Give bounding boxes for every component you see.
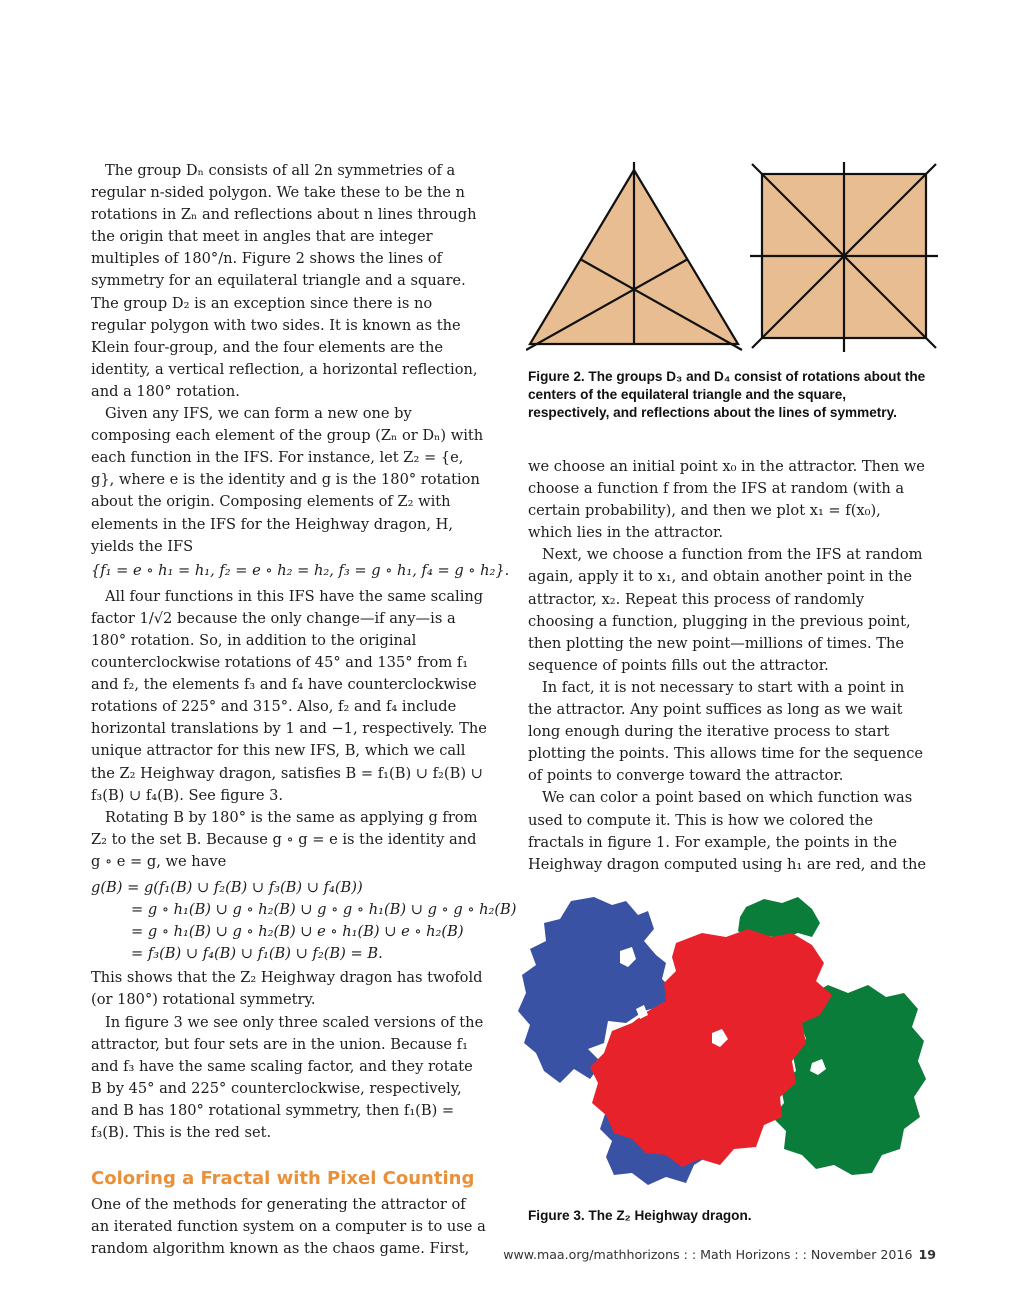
paragraph: The group Dₙ consists of all 2n symmetries of a regular n-sided polygon. We take these to be the n rotations in Zₙ and reflections about n lines through the origin that meet in angles that are integer multiples of 180°/n. Figure 2 shows the lines of symmetry for an equilateral triangle and a square. The group D₂ is an exception since there is no regular polygon with two sides. It is known as the Klein four-group, and the four elements are the identity, a vertical reflection, a horizontal reflection, and a 180° rotation. (91, 162, 478, 400)
paragraph: All four functions in this IFS have the same scaling factor 1/√2 because the only change—if any—is a 180° rotation. So, in addition to the original counterclockwise rotations of 45° and 135° from f₁ and f₂, the elements f₃ and f₄ have counterclockwise rotations of 225° and 315°. Also, f₂ and f₄ include horizontal translations by 1 and −1, respectively. The unique attractor for this new IFS, B, which we call the Z₂ Heighway dragon, satisfies B = f₁(B) ∪ f₂(B) ∪ f₃(B) ∪ f₄(B). See figure 3. (91, 587, 487, 804)
figure-2-caption: Figure 2. The groups D₃ and D₄ consist of rotations about the centers of the equilateral triangle and the square, respectively, and reflections about the lines of symmetry. (528, 369, 926, 420)
paragraph: This shows that the Z₂ Heighway dragon has twofold (or 180°) rotational symmetry. (91, 969, 483, 1009)
figure-2-symmetry-diagram (526, 162, 941, 372)
left-column (91, 160, 517, 1260)
paragraph: Next, we choose a function from the IFS at random again, apply it to x₁, and obtain another point in the attractor, x₂. Repeat this process of randomly choosing a function, plugging in the previous point, then plotting the new point—millions of times. The sequence of points fills out the attractor. (528, 546, 923, 674)
equation-block (91, 877, 517, 965)
equation-line: g(B) = g(f₁(B) ∪ f₂(B) ∪ f₃(B) ∪ f₄(B)) (91, 879, 363, 896)
equation-ifs: {f₁ = e ∘ h₁ = h₁, f₂ = e ∘ h₂ = h₂, f₃ = g ∘ h₁, f₄ = g ∘ h₂}. (91, 561, 510, 579)
paragraph: One of the methods for generating the attractor of an iterated function system on a computer is to use a random algorithm known as the chaos game. First, (91, 1196, 486, 1258)
equation-line: = g ∘ h₁(B) ∪ g ∘ h₂(B) ∪ g ∘ g ∘ h₁(B) ∪ g ∘ g ∘ h₂(B) (131, 901, 517, 919)
right-column (528, 456, 928, 876)
paragraph: In figure 3 we see only three scaled versions of the attractor, but four sets are in the union. Because f₁ and f₃ have the same scaling factor, and they rotate B by 45° and 225° counterclockwise, respectively, and B has 180° rotational symmetry, then f₁(B) = f₃(B). This is the red set. (91, 1013, 484, 1142)
page-number: 19 (918, 1247, 936, 1262)
figure-3-caption: Figure 3. The Z₂ Heighway dragon. (528, 1208, 752, 1223)
paragraph: Given any IFS, we can form a new one by composing each element of the group (Zₙ or Dₙ) with each function in the IFS. For instance, let Z₂ = {e, g}, where e is the identity and g is the 180° rotation about the origin. Composing elements of Z₂ with elements in the IFS for the Heighway dragon, H, yields the IFS (91, 405, 484, 555)
equation-line: = g ∘ h₁(B) ∪ g ∘ h₂(B) ∪ e ∘ h₁(B) ∪ e ∘ h₂(B) (131, 923, 464, 941)
paragraph: Rotating B by 180° is the same as applying g from Z₂ to the set B. Because g ∘ g = e is the identity and g ∘ e = g, we have (91, 808, 478, 870)
paragraph: We can color a point based on which function was used to compute it. This is how we colored the fractals in figure 1. For example, the points in the Heighway dragon computed using h₁ are red, and the (528, 789, 927, 873)
page-footer (496, 1247, 936, 1262)
paragraph: In fact, it is not necessary to start with a point in the attractor. Any point suffices as long as we wait long enough during the iterative process to start plotting the points. This allows time for the sequence of points to converge toward the attractor. (528, 678, 924, 785)
footer-text: www.maa.org/mathhorizons : : Math Horizons : : November 2016 (503, 1247, 913, 1262)
equation-line: = f₃(B) ∪ f₄(B) ∪ f₁(B) ∪ f₂(B) = B. (131, 945, 383, 963)
paragraph: we choose an initial point x₀ in the attractor. Then we choose a function f from the IFS at random (with a certain probability), and then we plot x₁ = f(x₀), which lies in the attractor. (528, 458, 925, 542)
section-heading: Coloring a Fractal with Pixel Counting (91, 1168, 475, 1190)
triangle-diagram (526, 162, 742, 350)
square-diagram (750, 162, 938, 352)
figure-3-heighway-dragon (516, 893, 936, 1193)
